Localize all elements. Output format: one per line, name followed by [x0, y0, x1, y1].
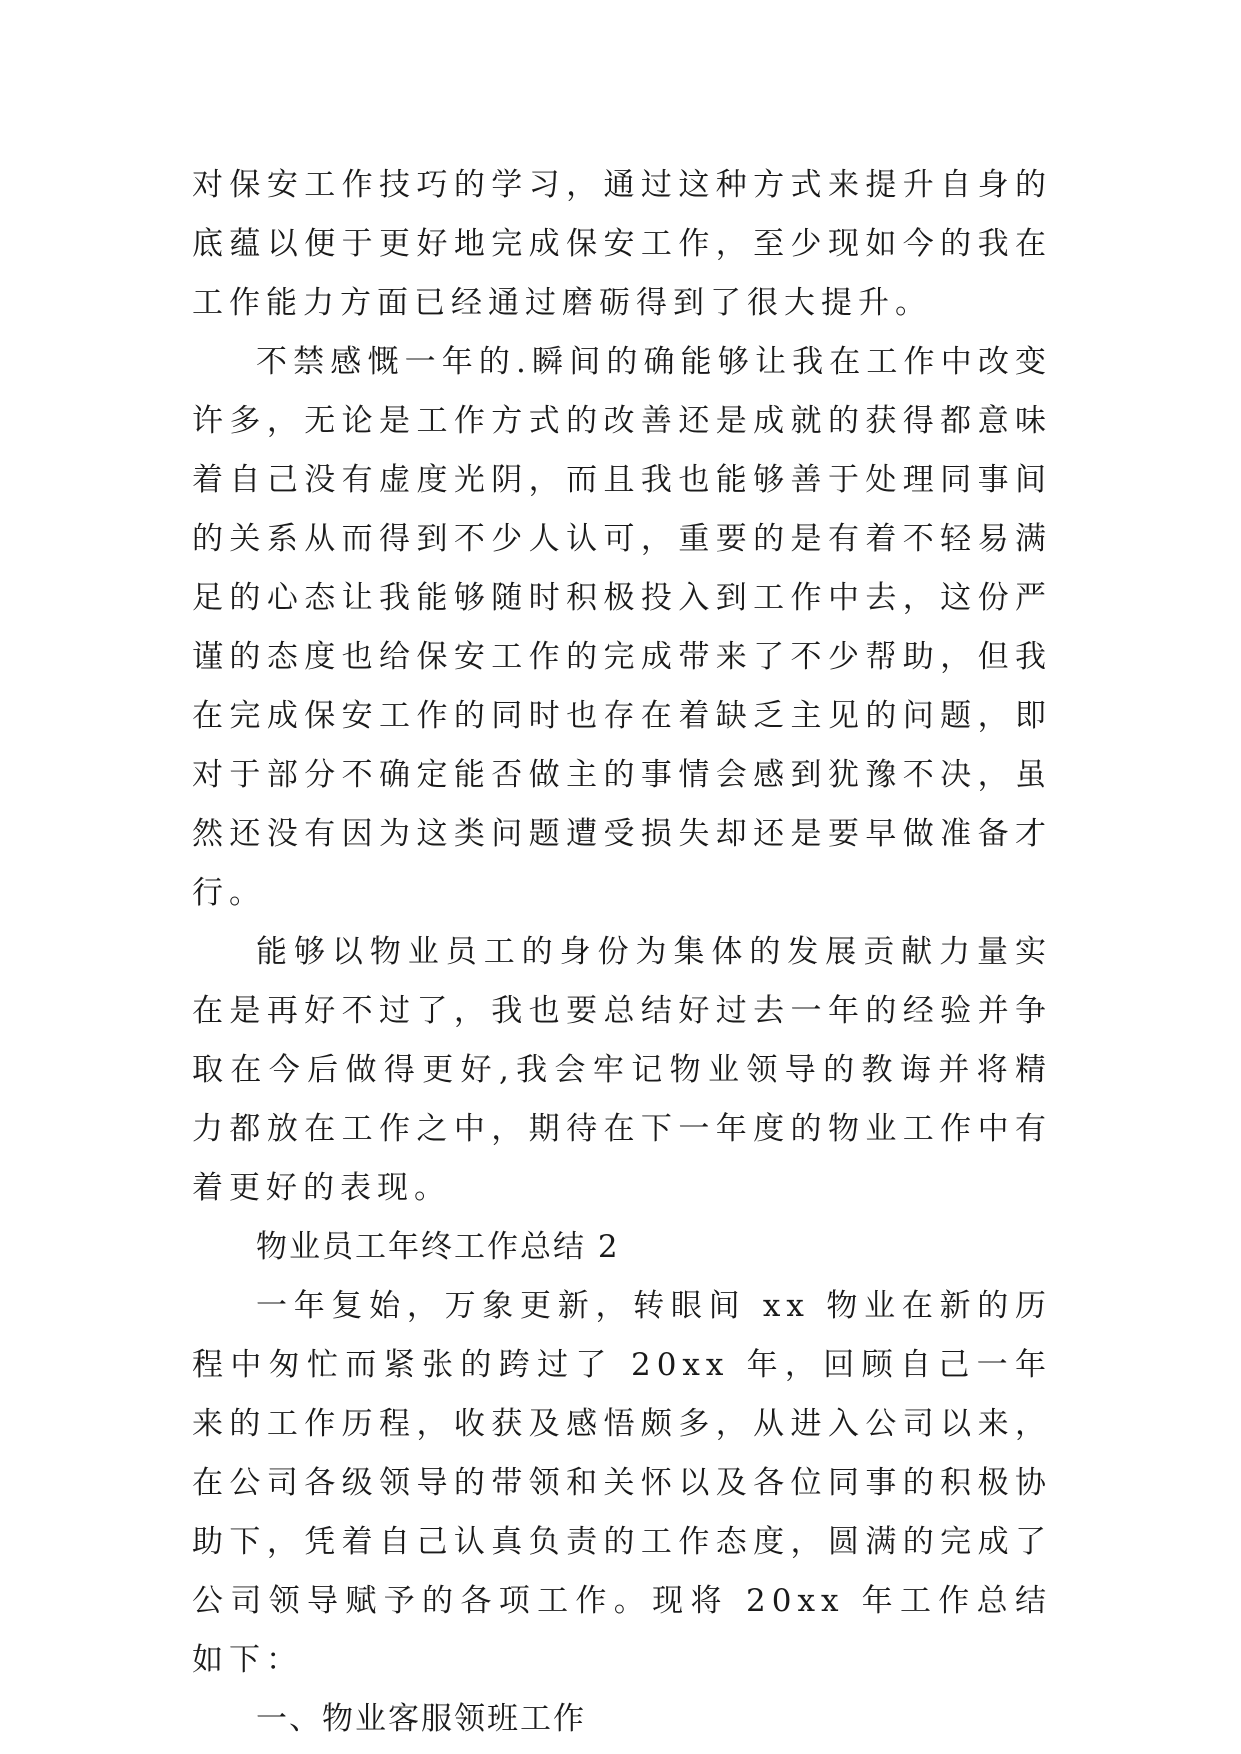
paragraph-4: 一年复始，万象更新，转眼间 xx 物业在新的历程中匆忙而紧张的跨过了 20xx 年，回顾自己一年来的工作历程，收获及感悟颇多，从进入公司以来，在公司各级领导的带领和关怀以及各位同事的积极协助下，凭着自己认真负责的工作态度，圆满的完成了公司领导赋予的各项工作。现将 20xx 年工作总结如下：: [192, 1288, 1052, 1678]
paragraph-3: 能够以物业员工的身份为集体的发展贡献力量实在是再好不过了，我也要总结好过去一年的经验并争取在今后做得更好,我会牢记物业领导的教诲并将精力都放在工作之中，期待在下一年度的物业工作中有着更好的表现。: [192, 934, 1052, 1206]
document-body: [192, 156, 1052, 1749]
paragraph-1: 对保安工作技巧的学习，通过这种方式来提升自身的底蕴以便于更好地完成保安工作，至少现如今的我在工作能力方面已经通过磨砺得到了很大提升。: [192, 167, 1052, 321]
paragraph-2: 不禁感慨一年的.瞬间的确能够让我在工作中改变许多，无论是工作方式的改善还是成就的获得都意味着自己没有虚度光阴，而且我也能够善于处理同事间的关系从而得到不少人认可，重要的是有着不轻易满足的心态让我能够随时积极投入到工作中去，这份严谨的态度也给保安工作的完成带来了不少帮助，但我在完成保安工作的同时也存在着缺乏主见的问题，即对于部分不确定能否做主的事情会感到犹豫不决，虽然还没有因为这类问题遭受损失却还是要早做准备才行。: [192, 344, 1052, 911]
subheading: 一、物业客服领班工作: [256, 1701, 586, 1737]
section-title: 物业员工年终工作总结 2: [256, 1229, 620, 1265]
